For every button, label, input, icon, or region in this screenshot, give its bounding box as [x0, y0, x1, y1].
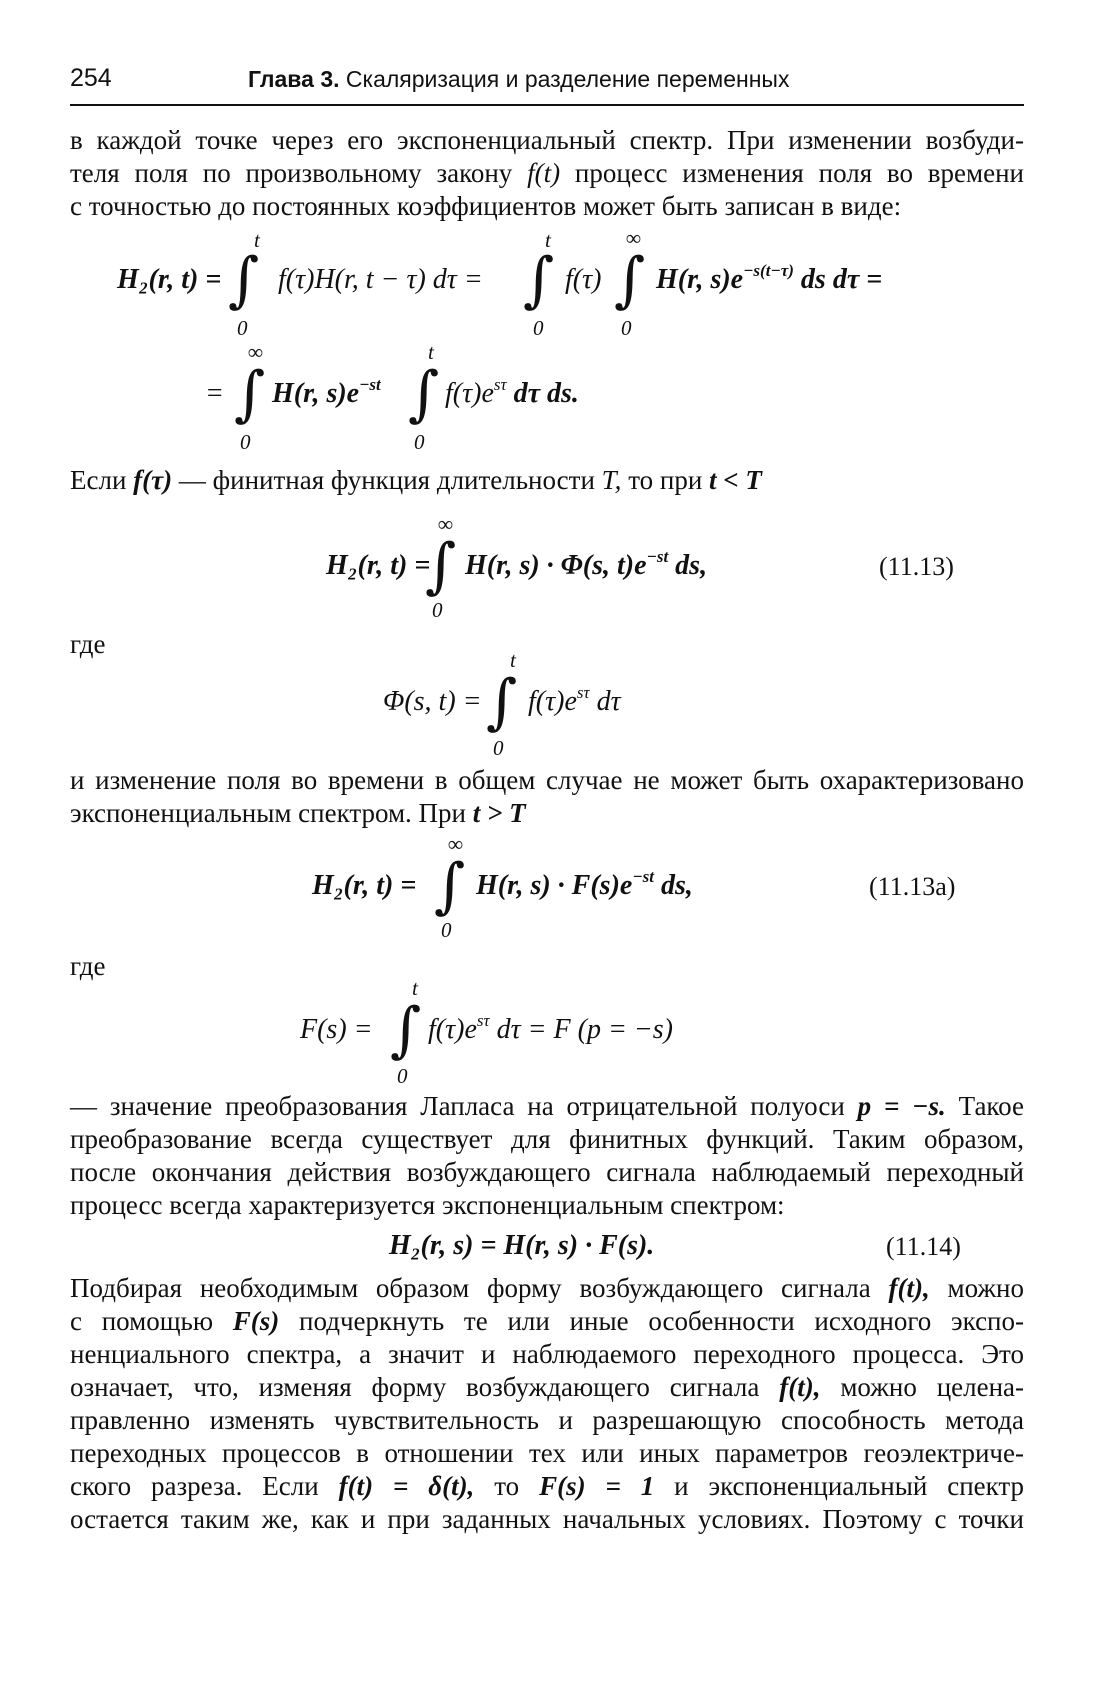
page-number: 254	[70, 64, 112, 92]
text-line: означает, что, изменяя форму возбуждающего сигнала f(t), можно целена-	[70, 1372, 1025, 1402]
text-line: с точностью до постоянных коэффициентов может быть записан в виде:	[70, 191, 902, 221]
text-line: ненциального спектра, а значит и наблюдаемого переходного процесса. Это	[70, 1339, 1024, 1369]
text-line: после окончания действия возбуждающего сигнала наблюдаемый переходный	[70, 1157, 1024, 1187]
paragraph-intro	[70, 124, 1024, 223]
equation-number: (11.13)	[879, 552, 954, 581]
text-line: правленно изменять чувствительность и разрешающую способность метода	[70, 1405, 1024, 1435]
text-line: процесс всегда характеризуется экспоненциальным спектром:	[70, 1190, 785, 1220]
paragraph-where: где	[70, 629, 106, 659]
text-line: ского разреза. Если f(t) = δ(t), то F(s) = 1 и экспоненциальный спектр	[70, 1471, 1025, 1501]
book-page: 254 Глава 3. Скаляризация и разделение переменных в каждой точке через его экспоненциальный спектр. При изменении возбуди- теля поля по произвольному закону f(t) процесс изменения поля во времени с точностью до постоянных коэффициентов может быть записан в виде: H₂(r, t) = ∫ t 0 f(τ)H(r, t − τ) dτ = ∫ t 0 f(τ) ∫ ∞ 0 H(r, $s)e^{-s(t-\tau)}$ ds dτ = = ∫ ∞ 0 H(r, $s)e^{-st}$ ∫ t 0 $f(\tau)e^{s\tau}$ dτ ds. Если f(τ) — финитная функция длительности T, то при t < T H₂(r, t) = ∫ ∞ 0 H(r, s) · Φ(s, $t)e^{-st}$ ds, (11.13) где Φ(s, t) = ∫ t 0 $f(\tau)e^{s\tau}$ dτ и изменение поля во времени в общем случае не может быть охарактеризовано экспоненциальным спектром. При t > T H₂(r, t) = ∫ ∞ 0 H(r, $s) \cdot F(s)e^{-st}$ ds, (11.13a) где F(s) = ∫ t 0 $f(\tau)e^{s\tau}$ dτ = F (p = −s) — значение преобразования Лапласа на отрицательной полуоси p = −s. Такое преобразование всегда существует для финитных функций. Таким образом, после окончания действия возбуждающего сигнала наблюдаемый переходный процесс всегда характеризуется экспоненциальным спектром: H₂(r, s) = H(r, s) · F(s). (11.14) Подбирая необходимым образом форму возбуждающего сигнала f(t), можно с помощью F(s) подчеркнуть те или иные особенности исходного экспо- ненциального спектра, а значит и наблюдаемого переходного процесса. Это означает, что, изменяя форму возбуждающего сигнала f(t), можно целена- правленно изменять чувствительность и разрешающую способность метода переходных процессов в отношении тех или иных параметров геоэлектриче- ского разреза. Если f(t) = δ(t), то F(s) = 1 и экспоненциальный спектр остается таким же, как и при заданных начальных условиях. Поэтому с точки	[70, 64, 1025, 1534]
text-line: остается таким же, как и при заданных начальных условиях. Поэтому с точки	[70, 1504, 1024, 1534]
text-line: Подбирая необходимым образом форму возбуждающего сигнала f(t), можно	[70, 1273, 1025, 1303]
paragraph-not-exponential	[70, 764, 1024, 830]
text-line: в каждой точке через его экспоненциальный спектр. При изменении возбуди-	[70, 125, 1024, 155]
equation-number: (11.14)	[886, 1232, 961, 1261]
text-line: переходных процессов в отношении тех или иных параметров геоэлектриче-	[70, 1438, 1024, 1468]
text-line: экспоненциальным спектром. При t > T	[70, 798, 526, 828]
text-line: с помощью F(s) подчеркнуть те или иные особенности исходного экспо-	[70, 1306, 1024, 1336]
paragraph-where: где	[70, 951, 106, 981]
paragraph-laplace	[70, 1090, 1024, 1222]
text-line: преобразование всегда существует для финитных функций. Таким образом,	[70, 1124, 1024, 1154]
text-line: Если f(τ) — финитная функция длительности T, то при t < T	[70, 465, 762, 495]
text-line: и изменение поля во времени в общем случае не может быть охарактеризовано	[70, 765, 1024, 795]
equation-number: (11.13a)	[869, 872, 956, 901]
text-line: — значение преобразования Лапласа на отрицательной полуоси p = −s. Такое	[70, 1091, 1024, 1121]
paragraph-signal-shape	[70, 1272, 1024, 1536]
text-line: теля поля по произвольному закону f(t) процесс изменения поля во времени	[70, 158, 1024, 188]
running-head	[70, 64, 1024, 106]
chapter-heading: Глава 3. Скаляризация и разделение переменных	[248, 66, 790, 92]
paragraph-finite	[70, 464, 1024, 497]
